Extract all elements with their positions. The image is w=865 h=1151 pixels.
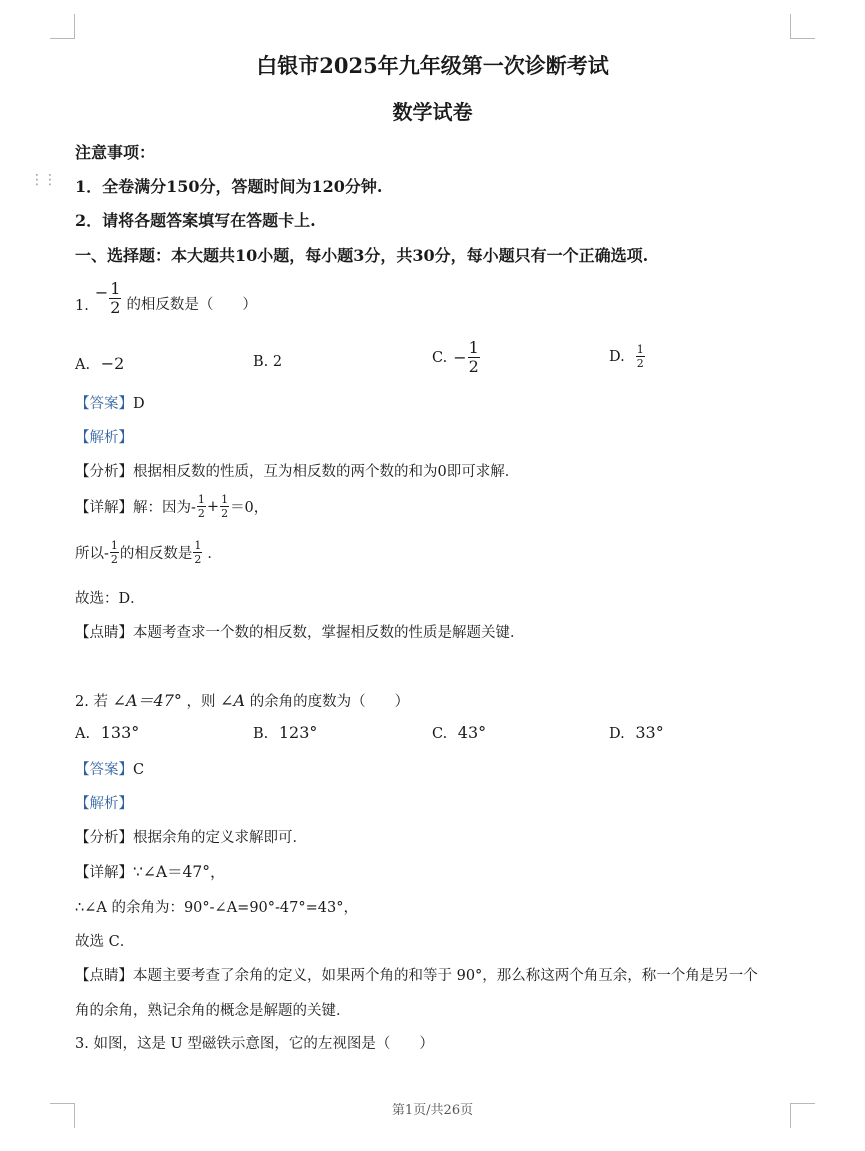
detail-line-2: ∴∠A 的余角为：90°-∠A=90°-47°=43°，: [75, 900, 358, 916]
fenxi-text: 根据余角的定义求解即可．: [133, 830, 307, 846]
option-d[interactable]: [609, 723, 664, 742]
choose-row: 故选：D．: [75, 591, 145, 607]
option-label: B.: [253, 354, 269, 370]
fraction-numerator: 1: [636, 343, 644, 356]
comment-text: 本题考查求一个数的相反数，掌握相反数的性质是解题关键．: [133, 625, 525, 641]
detail-tag: 【详解】: [75, 500, 133, 516]
option-label: B.: [253, 726, 269, 742]
fraction-denominator: 2: [110, 298, 121, 317]
option-value: 133°: [100, 723, 140, 742]
fraction-denominator: 2: [110, 553, 118, 566]
fenxi-tag: 【分析】: [75, 830, 133, 846]
question-2: [75, 688, 409, 711]
conclusion-row: [75, 540, 222, 565]
fraction-numerator: 1: [221, 493, 229, 506]
fraction-denominator: 2: [221, 507, 229, 520]
option-b[interactable]: [253, 723, 317, 742]
conclusion-text: ．: [207, 546, 222, 562]
detail-text: ∵∠A＝47°，: [133, 863, 226, 881]
option-label: D.: [609, 348, 625, 365]
fenxi-row: [75, 826, 307, 847]
fraction-numerator: 1: [194, 539, 202, 552]
analysis-tag: 【解析】: [75, 796, 133, 812]
option-d[interactable]: [609, 344, 646, 369]
question-1: [75, 281, 257, 316]
option-label: A.: [75, 357, 91, 373]
option-value: 2: [272, 354, 283, 370]
option-c[interactable]: [432, 723, 486, 742]
answer-row: [75, 392, 145, 413]
comment-row: [75, 964, 758, 985]
fraction-numerator: 1: [197, 493, 205, 506]
section-heading: 一、选择题：本大题共10小题，每小题3分，共30分，每小题只有一个正确选项.: [75, 246, 649, 265]
fraction: [220, 494, 229, 519]
option-label: C.: [432, 726, 448, 742]
corner-mark-top-right: [790, 14, 815, 39]
page-footer: 第1页/共26页: [391, 1103, 474, 1118]
notes-item-1: 1．全卷满分150分，答题时间为120分钟.: [75, 177, 383, 196]
option-value: 123°: [278, 723, 318, 742]
document-subtitle: 数学试卷: [392, 100, 473, 124]
corner-mark-top-left: [50, 14, 75, 39]
answer-tag: 【答案】: [75, 762, 133, 778]
notes-item-2: 2．请将各题答案填写在答题卡上.: [75, 211, 316, 230]
fraction: [109, 281, 121, 316]
detail-row: [75, 494, 268, 519]
fraction: [193, 540, 202, 565]
fraction: [110, 540, 119, 565]
conclusion-text: 的相反数是: [119, 546, 193, 562]
answer-value: C: [133, 762, 145, 778]
answer-row: [75, 758, 144, 779]
angle-symbol: ∠A: [220, 691, 246, 710]
detail-row: [75, 860, 226, 882]
fraction-numerator: 1: [110, 279, 121, 298]
option-a[interactable]: [75, 354, 124, 373]
option-label: A.: [75, 726, 91, 742]
answer-tag: 【答案】: [75, 396, 133, 412]
plus-sign: +: [206, 498, 220, 515]
fenxi-tag: 【分析】: [75, 464, 133, 480]
detail-text: 解：因为-: [133, 500, 196, 516]
option-value: −2: [100, 354, 125, 373]
fraction-numerator: 1: [468, 338, 479, 357]
option-label: D.: [609, 726, 625, 742]
choose-row: 故选 C．: [75, 934, 135, 950]
option-a[interactable]: [75, 723, 139, 742]
option-c[interactable]: [432, 340, 481, 375]
conclusion-text: 所以-: [75, 546, 109, 562]
question-text: 的余角的度数为（ ）: [249, 694, 410, 710]
comment-tag: 【点睛】: [75, 625, 133, 641]
fraction: [197, 494, 206, 519]
fraction: [468, 340, 480, 375]
comment-tag: 【点睛】: [75, 968, 133, 984]
fenxi-row: [75, 460, 519, 481]
fraction-denominator: 2: [468, 357, 479, 376]
question-number: 1.: [75, 298, 89, 314]
neg-sign: −: [453, 348, 467, 367]
fraction-denominator: 2: [194, 553, 202, 566]
option-value: 43°: [457, 723, 487, 742]
comment-row: [75, 621, 525, 642]
comment-row-2: 角的余角，熟记余角的概念是解题的关键．: [75, 1003, 351, 1019]
neg-sign: −: [94, 283, 109, 302]
answer-value: D: [133, 396, 145, 412]
comment-text: 本题主要考查了余角的定义，如果两个角的和等于 90°，那么称这两个角互余，称一个角是另一个: [133, 968, 758, 984]
drag-handle-icon[interactable]: ⋮⋮: [30, 172, 56, 188]
fraction-denominator: 2: [197, 507, 205, 520]
option-b[interactable]: [253, 354, 282, 370]
question-text: ，则: [186, 694, 216, 710]
notes-heading: 注意事项：: [75, 143, 156, 162]
option-value: 33°: [635, 723, 664, 742]
fraction: [636, 344, 645, 369]
document-title: 白银市2025年九年级第一次诊断考试: [256, 53, 609, 78]
math-expression: ∠A＝47°: [112, 691, 182, 710]
detail-text: ＝0，: [230, 500, 269, 516]
question-text: 2. 若: [75, 694, 108, 710]
fraction-denominator: 2: [636, 357, 644, 370]
detail-tag: 【详解】: [75, 865, 133, 881]
question-3: 3. 如图，这是 U 型磁铁示意图，它的左视图是（ ）: [75, 1036, 434, 1052]
fraction-numerator: 1: [110, 539, 118, 552]
analysis-tag: 【解析】: [75, 430, 133, 446]
option-label: C.: [432, 349, 448, 366]
fenxi-text: 根据相反数的性质，互为相反数的两个数的和为0即可求解．: [133, 464, 520, 480]
question-text: 的相反数是（ ）: [126, 297, 257, 313]
